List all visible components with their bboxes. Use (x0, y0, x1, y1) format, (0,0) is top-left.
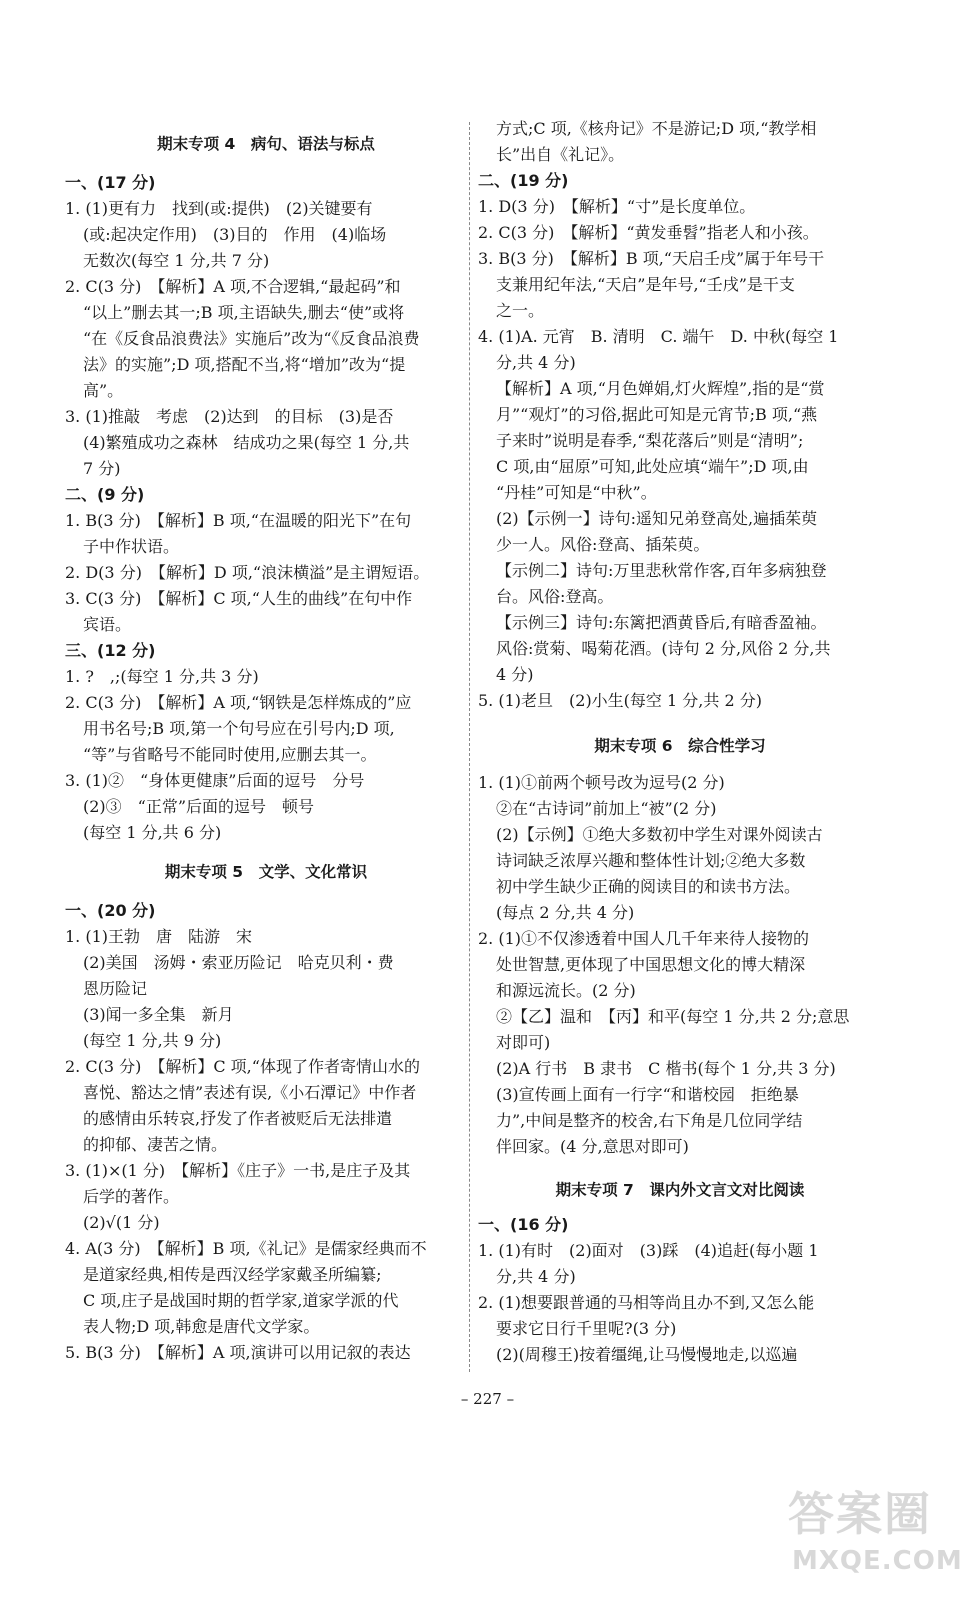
answer-line: 台。风俗:登高。 (496, 587, 614, 606)
answer-line: 5. B(3 分) 【解析】A 项,演讲可以用记叙的表达 (65, 1343, 411, 1362)
answer-line: (2)【示例一】诗句:遥知兄弟登高处,遍插茱萸 (496, 509, 818, 528)
answer-line: 【示例二】诗句:万里悲秋常作客,百年多病独登 (496, 561, 827, 580)
answer-line: 后学的著作。 (83, 1187, 180, 1206)
watermark-logo (784, 1478, 963, 1588)
answer-line: 要求它日行千里呢?(3 分) (496, 1319, 677, 1338)
answer-line: 初中学生缺少正确的阅读目的和读书方法。 (496, 877, 801, 896)
answer-line: 3. B(3 分) 【解析】B 项,“天启壬戌”属于年号干 (478, 249, 825, 268)
answer-line: 法》的实施”;D 项,搭配不当,将“增加”改为“提 (83, 355, 406, 374)
answer-line: 2. (1)想要跟普通的马相等尚且办不到,又怎么能 (478, 1293, 815, 1312)
answer-line: “以上”删去其一;B 项,主语缺失,删去“使”或将 (83, 303, 405, 322)
answer-line: 1. (1)①前两个顿号改为逗号(2 分) (478, 773, 725, 792)
answer-line: 月”“观灯”的习俗,据此可知是元宵节;B 项,“燕 (496, 405, 818, 424)
answer-line: 宾语。 (83, 615, 132, 634)
answer-line: (或:起决定作用) (3)目的 作用 (4)临场 (83, 225, 387, 244)
answer-line: 4. (1)A. 元宵 B. 清明 C. 端午 D. 中秋(每空 1 (478, 327, 839, 346)
answer-line: 3. (1)×(1 分) 【解析】《庄子》一书,是庄子及其 (65, 1161, 411, 1180)
page-number: – 227 – (460, 1390, 515, 1408)
answer-line: (每空 1 分,共 6 分) (83, 823, 222, 842)
section-title: 期末专项 6 综合性学习 (594, 737, 766, 755)
answer-line: (2)(周穆王)按着缰绳,让马慢慢地走,以巡遍 (496, 1345, 798, 1364)
section-score: 一、(16 分) (478, 1215, 569, 1234)
answer-line: 2. D(3 分) 【解析】D 项,“浪沫横溢”是主谓短语。 (65, 563, 430, 582)
answer-line: 伴回家。(4 分,意思对即可) (496, 1137, 689, 1156)
answer-line: 方式;C 项,《核舟记》不是游记;D 项,“教学相 (496, 119, 817, 138)
answer-line: “在《反食品浪费法》实施后”改为“《反食品浪费 (83, 329, 420, 348)
answer-line: 2. C(3 分) 【解析】A 项,“钢铁是怎样炼成的”应 (65, 693, 412, 712)
answer-line: C 项,庄子是战国时期的哲学家,道家学派的代 (83, 1291, 399, 1310)
answer-line: (3)闻一多全集 新月 (83, 1005, 234, 1024)
answer-line: 1. D(3 分) 【解析】“寸”是长度单位。 (478, 197, 756, 216)
answer-line: 分,共 4 分) (496, 1267, 576, 1286)
answer-line: (3)宣传画上面有一行字“和谐校园 拒绝暴 (496, 1085, 799, 1104)
answer-line: 子来时”说明是春季,“梨花落后”则是“清明”; (496, 431, 804, 450)
answer-line: 【示例三】诗句:东篱把酒黄昏后,有暗香盈袖。 (496, 613, 827, 632)
answer-line: (2)A 行书 B 隶书 C 楷书(每个 1 分,共 3 分) (496, 1059, 836, 1078)
answer-line: (2)③ “正常”后面的逗号 顿号 (83, 797, 315, 816)
answer-line: 高”。 (83, 381, 124, 400)
section-score: 一、(17 分) (65, 173, 156, 192)
answer-line: 1. (1)更有力 找到(或:提供) (2)关键要有 (65, 199, 373, 218)
answer-line: C 项,由“屈原”可知,此处应填“端午”;D 项,由 (496, 457, 809, 476)
answer-line: (2)美国 汤姆・索亚历险记 哈克贝利・费 (83, 953, 394, 972)
answer-line: 2. C(3 分) 【解析】A 项,不合逻辑,“最起码”和 (65, 277, 401, 296)
answer-line: 2. C(3 分) 【解析】C 项,“体现了作者寄情山水的 (65, 1057, 420, 1076)
answer-line: ②在“古诗词”前加上“被”(2 分) (496, 799, 717, 818)
answer-line: 风俗:赏菊、喝菊花酒。(诗句 2 分,风俗 2 分,共 (496, 639, 831, 658)
watermark-site: MXQE.COM (792, 1546, 963, 1576)
section-score: 二、(19 分) (478, 171, 569, 190)
answer-line: 3. (1)推敲 考虑 (2)达到 的目标 (3)是否 (65, 407, 394, 426)
answer-line: 7 分) (83, 459, 121, 478)
answer-line: 长”出自《礼记》。 (496, 145, 625, 164)
answer-line: 和源远流长。(2 分) (496, 981, 636, 1000)
answer-line: 分,共 4 分) (496, 353, 576, 372)
answer-line: 表人物;D 项,韩愈是唐代文学家。 (83, 1317, 320, 1336)
section-title: 期末专项 7 课内外文言文对比阅读 (555, 1181, 805, 1199)
answer-line: 【解析】A 项,“月色婵娟,灯火辉煌”,指的是“赏 (496, 379, 825, 398)
section-title: 期末专项 4 病句、语法与标点 (157, 135, 375, 153)
answer-line: (2)【示例】①绝大多数初中学生对课外阅读古 (496, 825, 823, 844)
answer-line: 的抑郁、凄苦之情。 (83, 1135, 228, 1154)
section-score: 三、(12 分) (65, 641, 156, 660)
answer-line: 处世智慧,更体现了中国思想文化的博大精深 (496, 955, 806, 974)
answer-line: 恩历险记 (83, 979, 148, 998)
answer-line: 3. C(3 分) 【解析】C 项,“人生的曲线”在句中作 (65, 589, 413, 608)
answer-line: 用书名号;B 项,第一个句号应在引号内;D 项, (83, 719, 395, 738)
answer-line: (每点 2 分,共 4 分) (496, 903, 635, 922)
answer-line: 4. A(3 分) 【解析】B 项,《礼记》是儒家经典而不 (65, 1239, 427, 1258)
answer-line: 3. (1)② “身体更健康”后面的逗号 分号 (65, 771, 365, 790)
answer-line: 对即可) (496, 1033, 551, 1052)
answer-line: (4)繁殖成功之森林 结成功之果(每空 1 分,共 (83, 433, 410, 452)
answer-line: “等”与省略号不能同时使用,应删去其一。 (83, 745, 377, 764)
answer-line: 4 分) (496, 665, 534, 684)
answer-line: 支兼用纪年法,“天启”是年号,“壬戌”是干支 (496, 275, 795, 294)
answer-line: 诗词缺乏浓厚兴趣和整体性计划;②绝大多数 (496, 851, 806, 870)
answer-line: 1. (1)王勃 唐 陆游 宋 (65, 927, 253, 946)
answer-line: 无数次(每空 1 分,共 7 分) (83, 251, 270, 270)
answer-line: 的感情由乐转哀,抒发了作者被贬后无法排遣 (83, 1109, 393, 1128)
section-score: 二、(9 分) (65, 485, 145, 504)
answer-line: 2. (1)①不仅渗透着中国人几千年来待人接物的 (478, 929, 810, 948)
section-title: 期末专项 5 文学、文化常识 (164, 863, 368, 881)
answer-line: 少一人。风俗:登高、插茱萸。 (496, 535, 710, 554)
answer-line: 喜悦、豁达之情”表述有误,《小石潭记》中作者 (83, 1083, 417, 1102)
answer-line: (2)√(1 分) (83, 1213, 160, 1232)
section-score: 一、(20 分) (65, 901, 156, 920)
answer-line: 是道家经典,相传是西汉经学家戴圣所编纂; (83, 1265, 382, 1284)
answer-line: “丹桂”可知是“中秋”。 (496, 483, 657, 502)
answer-line: 力”,中间是整齐的校舍,右下角是几位同学结 (496, 1111, 803, 1130)
answer-line: 1. (1)有时 (2)面对 (3)踩 (4)追赶(每小题 1 (478, 1241, 819, 1260)
answer-line: ②【乙】温和 【丙】和平(每空 1 分,共 2 分;意思 (496, 1007, 850, 1026)
answer-line: 1. ? ,;(每空 1 分,共 3 分) (65, 667, 259, 686)
answer-line: 5. (1)老旦 (2)小生(每空 1 分,共 2 分) (478, 691, 762, 710)
answer-line: 2. C(3 分) 【解析】“黄发垂髫”指老人和小孩。 (478, 223, 819, 242)
watermark-brand: 答案圈 (788, 1487, 932, 1541)
answer-line: 1. B(3 分) 【解析】B 项,“在温暖的阳光下”在句 (65, 511, 412, 530)
column-divider (469, 122, 470, 1372)
answer-line: 子中作状语。 (83, 537, 180, 556)
answer-line: 之一。 (496, 301, 545, 320)
answer-line: (每空 1 分,共 9 分) (83, 1031, 222, 1050)
